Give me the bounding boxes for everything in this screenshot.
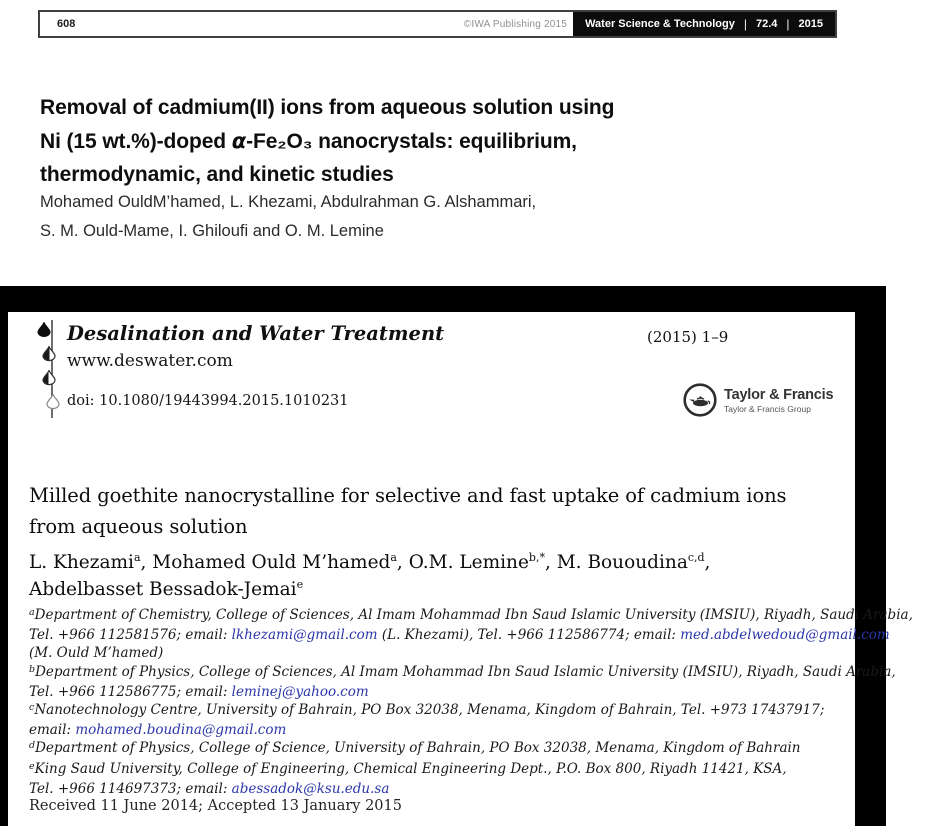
email-link[interactable]: leminej@yahoo.com <box>231 683 369 700</box>
author-separator: , <box>704 552 711 573</box>
author-affiliation-sup: a <box>133 551 141 564</box>
journal-name-badge <box>573 12 835 36</box>
title-line: Removal of cadmium(II) ions from aqueous solution using <box>40 96 615 119</box>
journal2-name: Desalination and Water Treatment <box>67 322 445 345</box>
title-segment: -Fe₂O₃ nanocrystals: equilibrium, <box>246 129 577 153</box>
authors-line: Mohamed OuldM’hamed, L. Khezami, Abdulrahman G. Alshammari, <box>40 193 537 211</box>
drop-half-icon <box>43 346 55 361</box>
author-separator: , <box>140 552 153 573</box>
affiliation-text: Tel. +966 112581576; email: <box>29 627 232 644</box>
title-line: Milled goethite nanocrystalline for selective and fast uptake of cadmium ions <box>29 484 787 507</box>
page-number: 608 <box>57 18 76 30</box>
paper2-affiliations <box>29 606 913 798</box>
affiliation-line <box>29 644 913 662</box>
journal-name: Water Science & Technology <box>585 18 735 30</box>
journal2-doi: doi: 10.1080/19443994.2015.1010231 <box>67 393 349 409</box>
journal2-citation: (2015) 1–9 <box>647 328 729 346</box>
divider: | <box>743 17 747 31</box>
journal-header-bar <box>38 10 837 38</box>
author-affiliation-sup: c,d <box>687 551 705 564</box>
journal2-website-link[interactable]: www.deswater.com <box>67 351 233 371</box>
affiliation-text: Nanotechnology Centre, University of Bahrain, PO Box 32038, Menama, Kingdom of Bahrain, Tel. +973 17437917; <box>34 702 825 719</box>
email-link[interactable]: abessadok@ksu.edu.sa <box>231 780 390 797</box>
affiliation-text: email: <box>29 722 76 739</box>
affiliation-marker: d <box>29 740 36 752</box>
affiliation-text: King Saud University, College of Engineering, Chemical Engineering Dept., P.O. Box 800, Riyadh 11421, KSA, <box>34 760 787 777</box>
author-name: O.M. Lemine <box>408 552 529 573</box>
author-affiliation-sup: b,* <box>528 551 545 564</box>
publisher-group: Taylor & Francis Group <box>724 403 811 414</box>
paper2-title <box>29 480 786 542</box>
scan-border-top <box>0 286 886 312</box>
taylor-francis-lamp-icon <box>682 382 718 418</box>
drop-part-icon <box>43 370 55 385</box>
affiliation-line <box>29 739 913 759</box>
author-affiliation-sup: e <box>296 577 304 591</box>
alpha-symbol: α <box>231 128 247 153</box>
affiliation-marker: c <box>29 702 35 714</box>
publisher-text <box>724 387 833 414</box>
title-line: thermodynamic, and kinetic studies <box>40 163 394 186</box>
affiliation-marker: a <box>29 607 35 618</box>
email-link[interactable]: lkhezami@gmail.com <box>231 627 378 644</box>
authors-line <box>29 551 710 578</box>
title-line: from aqueous solution <box>29 515 248 538</box>
received-accepted-dates: Received 11 June 2014; Accepted 13 January 2015 <box>29 798 402 814</box>
affiliation-text: Department of Chemistry, College of Sciences, Al Imam Mohammad Ibn Saud Islamic University (IMSIU), Riyadh, Saudi Arabia, <box>34 607 913 623</box>
header-spacer <box>75 12 463 36</box>
affiliation-text: (M. Ould M’hamed) <box>29 645 164 662</box>
author-separator: , <box>544 552 557 573</box>
affiliation-line <box>29 721 913 739</box>
deswater-drops-logo <box>34 320 66 420</box>
paper2-authors <box>29 551 710 604</box>
affiliation-line <box>29 606 913 626</box>
title-line <box>40 125 614 159</box>
affiliation-text: Department of Physics, College of Science, University of Bahrain, PO Box 32038, Menama, Kingdom of Bahrain <box>35 740 801 757</box>
affiliation-line <box>29 626 913 644</box>
author-name: M. Bououdina <box>556 552 688 573</box>
author-affiliation-sup: a <box>390 551 397 564</box>
paper1-authors <box>40 188 536 245</box>
author-name: L. Khezami <box>29 552 134 573</box>
affiliation-line <box>29 683 913 701</box>
journal-volume: 72.4 <box>755 18 778 30</box>
author-separator: , <box>396 552 409 573</box>
email-link[interactable]: med.abdelwedoud@gmail.com <box>680 627 890 644</box>
affiliation-marker: e <box>29 760 35 772</box>
title-segment: Ni (15 wt.%)-doped <box>40 129 232 153</box>
affiliation-text: (L. Khezami), Tel. +966 112586774; email: <box>377 627 681 644</box>
publisher-name: Taylor & Francis <box>724 386 834 403</box>
affiliation-line <box>29 780 913 798</box>
paper1-title <box>40 91 614 192</box>
affiliation-line <box>29 663 913 683</box>
drop-outline-icon <box>47 394 59 409</box>
email-link[interactable]: mohamed.boudina@gmail.com <box>75 722 287 739</box>
affiliation-text: Tel. +966 114697373; email: <box>29 780 232 797</box>
journal-year: 2015 <box>798 18 823 30</box>
affiliation-text: Tel. +966 112586775; email: <box>29 683 232 700</box>
affiliation-marker: b <box>29 663 36 675</box>
affiliation-line <box>29 760 913 780</box>
affiliation-text: Department of Physics, College of Sciences, Al Imam Mohammad Ibn Saud Islamic University (IMSIU), Riyadh, Saudi Arabia, <box>35 663 896 680</box>
author-name: Abdelbasset Bessadok-Jemai <box>29 578 297 600</box>
taylor-francis-logo <box>682 382 833 418</box>
affiliation-line <box>29 701 913 721</box>
author-name: Mohamed Ould M’hamed <box>152 552 391 573</box>
divider: | <box>786 17 790 31</box>
authors-line: S. M. Ould-Mame, I. Ghiloufi and O. M. Lemine <box>40 221 384 240</box>
scan-border-left <box>0 286 8 826</box>
copyright-text: ©IWA Publishing 2015 <box>463 18 568 30</box>
authors-line <box>29 578 710 605</box>
drop-filled-icon <box>38 322 50 337</box>
